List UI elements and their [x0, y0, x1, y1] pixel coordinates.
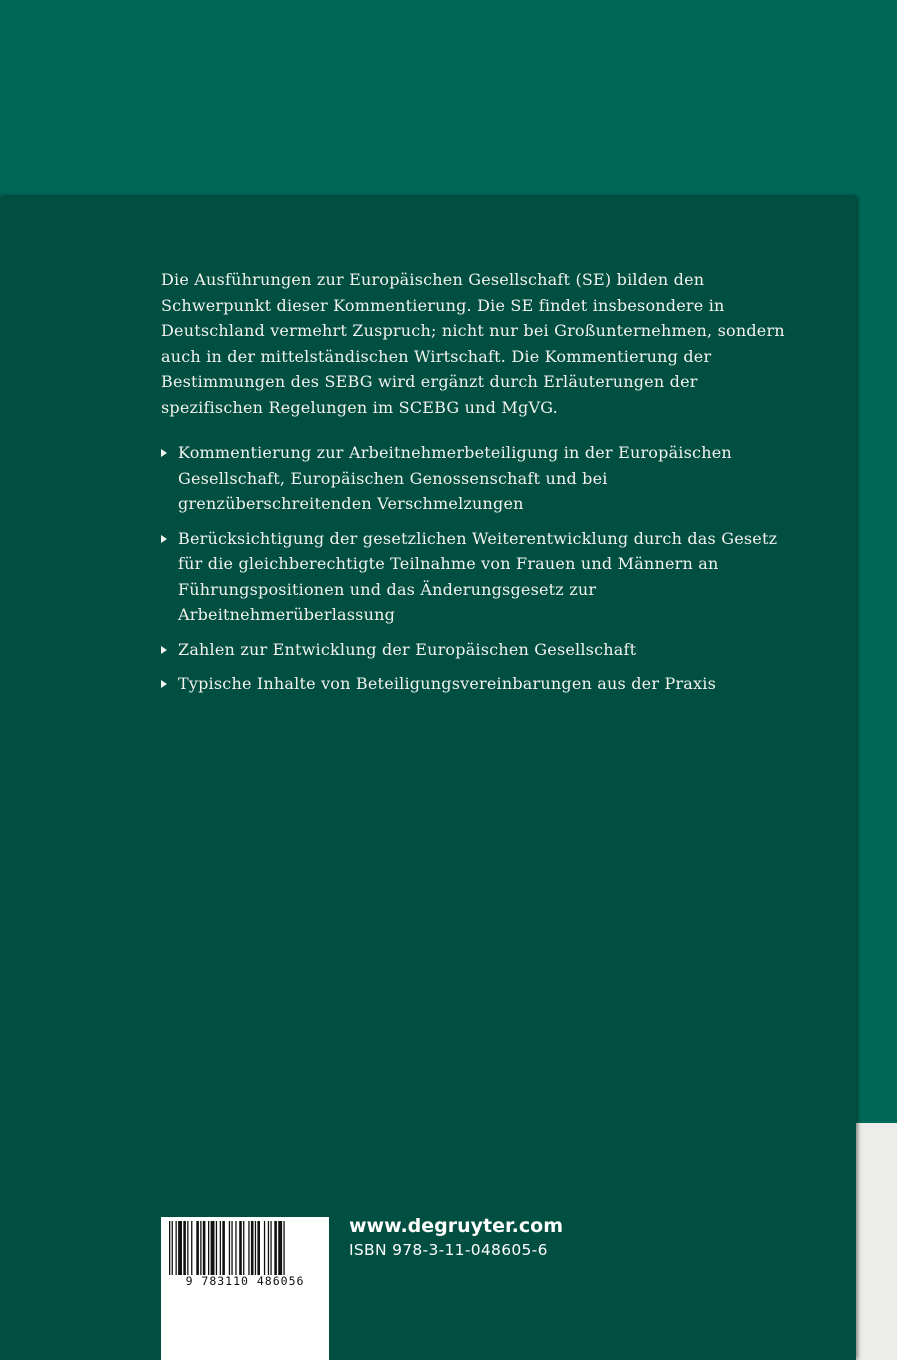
list-item	[161, 671, 801, 697]
barcode-bars	[167, 1221, 323, 1275]
list-item-text: Zahlen zur Entwicklung der Europäischen Gesellschaft	[178, 639, 637, 659]
list-item	[161, 440, 801, 517]
list-item-text: Berücksichtigung der gesetzlichen Weiterentwicklung durch das Gesetz für die gleichberechtigte Teilnahme von Frauen und Männern an Führungspositionen und das Änderungsgesetz zur Arbeitnehmerüberlassung	[178, 528, 778, 624]
isbn-number: ISBN 978-3-11-048605-6	[349, 1241, 548, 1259]
feature-list	[161, 440, 801, 706]
bottom-edge-strip	[856, 1123, 897, 1360]
back-cover-panel	[0, 197, 856, 1360]
triangle-bullet-icon	[161, 449, 167, 457]
list-item	[161, 526, 801, 628]
triangle-bullet-icon	[161, 646, 167, 654]
triangle-bullet-icon	[161, 680, 167, 688]
triangle-bullet-icon	[161, 535, 167, 543]
publisher-website: www.degruyter.com	[349, 1215, 563, 1237]
barcode-digits: 9 783110 486056	[185, 1274, 305, 1288]
publisher-info	[349, 1214, 563, 1260]
list-item-text: Kommentierung zur Arbeitnehmerbeteiligung in der Europäischen Gesellschaft, Europäischen Genossenschaft und bei grenzüberschreitenden Verschmelzungen	[178, 443, 732, 513]
isbn-barcode	[161, 1217, 329, 1360]
intro-paragraph: Die Ausführungen zur Europäischen Gesellschaft (SE) bilden den Schwerpunkt dieser Kommentierung. Die SE findet insbesondere in Deutschland vermehrt Zuspruch; nicht nur bei Großunternehmen, sondern auch in der mittelständischen Wirtschaft. Die Kommentierung der Bestimmungen des SEBG wird ergänzt durch Erläuterungen der spezifischen Regelungen im SCEBG und MgVG.	[161, 270, 785, 417]
list-item	[161, 637, 801, 663]
list-item-text: Typische Inhalte von Beteiligungsvereinbarungen aus der Praxis	[178, 674, 716, 693]
